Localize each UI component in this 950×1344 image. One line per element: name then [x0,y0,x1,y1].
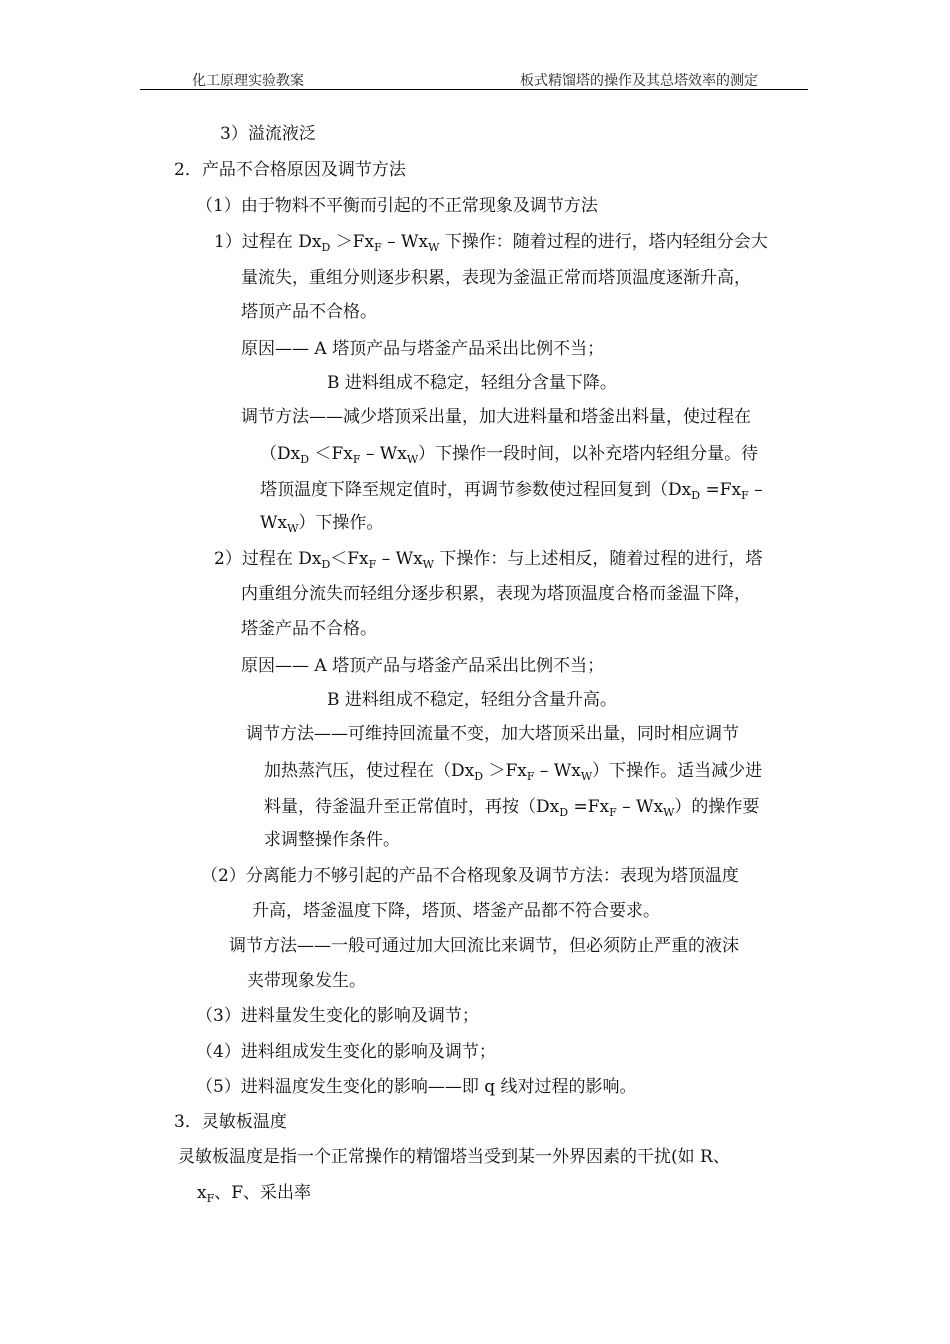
text-line: 调节方法——可维持回流量不变，加大塔顶采出量，同时相应调节 [246,724,739,744]
text-line: 夹带现象发生。 [247,971,366,991]
text-line-formula: 塔顶温度下降至规定值时，再调节参数使过程回复到（$Dx_D =Fx_F$ – [260,480,763,502]
text-line: 量流失，重组分则逐步积累，表现为釜温正常而塔顶温度逐渐升高， [241,268,751,288]
text-line: B 进料组成不稳定，轻组分含量升高。 [327,690,617,710]
header-left: 化工原理实验教案 [192,73,304,89]
text-line-formula: 1）过程在 $Dx_D >Fx_F - Wx_W$ 下操作：随着过程的进行，塔内轻组分会大 [214,232,768,254]
header-right: 板式精馏塔的操作及其总塔效率的测定 [520,73,758,89]
subsection-heading: （1）由于物料不平衡而引起的不正常现象及调节方法 [196,196,598,216]
section-heading: 2．产品不合格原因及调节方法 [174,160,406,180]
text-line: B 进料组成不稳定，轻组分含量下降。 [327,373,617,393]
subsection-heading: （3）进料量发生变化的影响及调节； [196,1006,479,1026]
text-line-formula: 加热蒸汽压，使过程在$(Dx_D >Fx_F - Wx_W)$下操作。适当减少进 [264,761,763,783]
text-line: 塔顶产品不合格。 [241,302,377,322]
text-line: 原因—— A 塔顶产品与塔釜产品采出比例不当； [241,656,605,676]
text-line: 3）溢流液泛 [220,124,316,144]
text-line-formula: $(Dx_D <Fx_F - Wx_W)$下操作一段时间，以补充塔内轻组分量。待 [260,444,759,466]
text-line: 调节方法——减少塔顶采出量，加大进料量和塔釜出料量，使过程在 [241,407,751,427]
text-line: 升高，塔釜温度下降，塔顶、塔釜产品都不符合要求。 [252,901,660,921]
text-line-formula: $Wx_W$）下操作。 [260,513,384,535]
text-line: 塔釜产品不合格。 [241,619,377,639]
subsection-heading: （2）分离能力不够引起的产品不合格现象及调节方法：表现为塔顶温度 [201,866,739,886]
text-line: 灵敏板温度是指一个正常操作的精馏塔当受到某一外界因素的干扰(如 R、 [178,1147,730,1167]
text-line-formula: 2）过程在 $Dx_D<Fx_F - Wx_W$ 下操作：与上述相反，随着过程的进行，塔 [214,549,763,571]
section-heading: 3．灵敏板温度 [174,1112,287,1132]
text-line: 调节方法——一般可通过加大回流比来调节，但必须防止严重的液沫 [229,936,739,956]
text-line: 求调整操作条件。 [264,830,400,850]
header-rule [140,89,808,90]
text-line: 内重组分流失而轻组分逐步积累，表现为塔顶温度合格而釜温下降， [241,584,751,604]
subsection-heading: （5）进料温度发生变化的影响——即 q 线对过程的影响。 [196,1077,637,1097]
subsection-heading: （4）进料组成发生变化的影响及调节； [196,1042,496,1062]
text-line-formula: 料量，待釜温升至正常值时，再按$(Dx_D =Fx_F - Wx_W)$的操作要 [264,797,760,819]
text-line-formula: $x_F$、F、采出率 [197,1183,312,1205]
text-line: 原因—— A 塔顶产品与塔釜产品采出比例不当； [241,339,605,359]
